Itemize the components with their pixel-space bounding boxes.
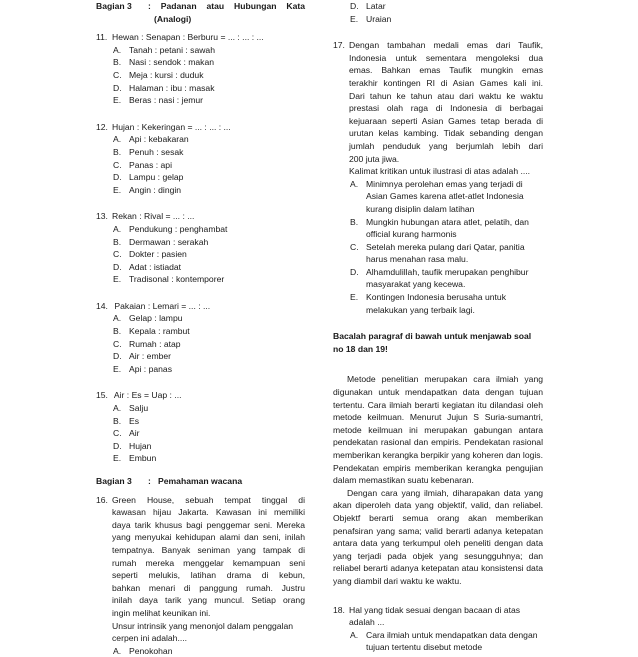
section-title: : Padanan atau Hubungan Kata [148,1,305,11]
option-letter: E. [350,13,359,24]
question-item [96,31,305,107]
option-text: Rumah : atap [129,338,181,349]
option-text: Dermawan : serakah [129,236,209,247]
question-passage [349,39,543,165]
option-text: Pendukung : penghambat [129,223,228,234]
option-text: Tradisonal : kontemporer [129,274,225,285]
option-letter: A. [113,134,122,145]
option-letter: E. [113,184,122,195]
option-letter: E. [113,95,122,106]
passage-line: Green House, sebuah tempat tinggal di [112,494,305,505]
option-text: Penokohan [129,645,173,656]
answer-option [96,350,305,363]
passage-line: urutan kelas kambing. Tidak sebanding dengan [349,128,543,139]
section-header-analogy [96,0,305,25]
passage-line: terakhir kontingen RI di Asian Games kali ini. [349,77,543,88]
option-text: Tanah : petani : sawah [129,44,215,55]
answer-option [333,629,543,654]
option-text: Kontingen Indonesia berusaha untuk melakukan yang terbaik lagi. [366,292,506,315]
passage-line: kejuaraan seperti Asian Games tetap berada di [349,115,543,126]
option-text: Minimnya perolehan emas yang terjadi di Asian Games karena atlet-atlet Indonesia kurang disiplin dalam latihan [366,178,524,214]
option-text: Hujan [129,440,152,451]
answer-option [96,440,305,453]
question-stem: Hal yang tidak sesuai dengan bacaan di atas adalah ... [349,604,521,628]
answer-option [96,82,305,95]
passage-line: Indonesia untuk sementara mengoleksi dua [349,52,543,63]
option-letter: C. [113,428,122,439]
passage-line: rumah mereka menggelar kemampuan seni [112,557,305,568]
option-text: Lampu : gelap [129,172,184,183]
passage-line: kawasan hijau Jakarta. Kawasan ini memiliki [112,507,305,518]
option-letter: A. [113,403,122,414]
passage-line: tempatnya. Banyak seniman yang tampak di [112,544,305,555]
answer-options [96,645,305,657]
option-text: Embun [129,453,157,464]
option-letter: B. [113,415,122,426]
option-text: Latar [366,1,386,11]
answer-option [96,248,305,261]
question-passage [112,494,305,620]
answer-option [96,338,305,351]
option-letter: A. [113,313,122,324]
option-text: Angin : dingin [129,184,182,195]
option-letter: B. [113,146,122,157]
option-text: Nasi : sendok : makan [129,57,215,68]
answer-option [96,452,305,465]
option-letter: D. [113,440,122,451]
answer-option [333,178,543,216]
option-text: Cara ilmiah untuk mendapatkan data dengan tujuan tertentu disebut metode [366,629,538,653]
option-text: Gelap : lampu [129,313,183,324]
option-text: Penuh : sesak [129,146,184,157]
passage-line: 200 juta jiwa. [349,153,400,164]
answer-option [96,159,305,172]
option-letter: B. [113,326,122,337]
question-number: 14. [96,300,108,311]
option-letter: E. [113,453,122,464]
question-header [96,121,305,134]
answer-option [333,216,543,241]
section-title-sub: (Analogi) [154,13,192,24]
answer-option [96,261,305,274]
question-18 [333,604,543,629]
option-text: Halaman : ibu : masak [129,82,215,93]
option-letter: D. [113,82,122,93]
question-header [96,210,305,223]
question-number: 16. [96,494,108,505]
option-text: Api : panas [129,363,172,374]
answer-option [333,291,543,316]
section-label: Bagian 3 [96,1,132,11]
question-number: 11. [96,32,108,43]
question-number: 13. [96,211,108,222]
answer-option [333,0,543,13]
right-column [333,0,543,654]
passage-paragraph: Dengan cara yang ilmiah, diharapakan data yang akan diperoleh data yang objektif, valid, dan reliabel. Objektf berarti semua orang akan memberikan penafsiran yang sama; valid berarti adanya ketepatan antara data yang terkumpul oleh peneliti dengan data yang terjadi pada objek yang sesungguhnya; dan reliabel berarti adanya ketepatan atau konsistensi data yang diambil dari waktu ke waktu. [333,487,543,586]
answer-option [96,273,305,286]
answer-option [333,13,543,26]
question-header [96,389,305,402]
option-letter: E. [113,363,122,374]
option-text: Meja : kursi : duduk [129,69,204,80]
passage-line: jumlah penduduk yang berjumlah lebih dari [349,140,543,151]
option-text: Air : ember [129,351,172,362]
answer-option [96,171,305,184]
answer-option [96,645,305,657]
question-number: 12. [96,121,108,132]
option-letter: E. [350,292,359,303]
section-title: : Pemahaman wacana [148,476,243,486]
option-text: Dokter : pasien [129,249,187,260]
section-header-reading [96,475,305,488]
passage-line: inilah daya tarik yang muncul. Setiap orang [112,595,305,606]
option-text: Kepala : rambut [129,326,190,337]
answer-option [96,236,305,249]
reading-passage [333,373,543,587]
question-stem: Hewan : Senapan : Berburu = ... : ... : ... [112,32,264,43]
answer-option [96,363,305,376]
option-letter: C. [113,69,122,80]
option-letter: A. [350,629,359,640]
option-letter: A. [350,178,359,189]
option-text: Mungkin hubungan atara atlet, pelatih, dan official kurang harmonis [366,216,529,240]
passage-line: daya tarik khusus bagi penggemar seni. Mereka [112,519,305,530]
question-stem: Hujan : Kekeringan = ... : ... : ... [112,121,231,132]
question-item [96,300,305,376]
question-item [96,210,305,286]
option-text: Es [129,415,140,426]
question-number: 15. [96,390,108,401]
left-column [96,0,305,657]
answer-option [96,402,305,415]
option-text: Adat : istiadat [129,261,182,272]
question-stem: Unsur intrinsik yang menonjol dalam penggalan cerpen ini adalah.... [112,620,294,644]
option-letter: A. [113,44,122,55]
passage-line: emas. Bahkan emas Taufik mungkin emas [349,65,543,76]
answer-option [333,241,543,266]
answer-option [96,146,305,159]
question-17 [333,39,543,178]
answer-options [333,629,543,654]
option-text: Beras : nasi : jemur [129,95,204,106]
answer-option [96,133,305,146]
option-text: Api : kebakaran [129,134,189,145]
option-letter: B. [113,236,122,247]
option-letter: C. [113,338,122,349]
question-stem: Pakaian : Lemari = ... : ... [112,300,211,311]
option-text: Salju [129,403,149,414]
answer-option [333,266,543,291]
option-letter: C. [113,249,122,260]
option-letter: B. [350,216,359,227]
passage-line: ingin melihat keunikan ini. [112,607,211,618]
option-letter: C. [113,159,122,170]
passage-line: Dengan tambahan medali emas dari Taufik, [349,40,543,51]
answer-option [96,69,305,82]
passage-line: seperti melukis, latihan drama di kebun, [112,570,305,581]
question-stem: Kalimat kritikan untuk ilustrasi di atas adalah .... [349,166,531,177]
option-letter: D. [350,1,359,11]
answer-options-continued [333,0,543,25]
option-text: Air [129,428,140,439]
question-stem: Air : Es = Uap : ... [112,390,182,401]
question-item [96,121,305,197]
answer-option [96,94,305,107]
option-letter: B. [113,57,122,68]
passage-line: bahkan menari di panggung rumah. Justru [112,582,305,593]
option-letter: D. [113,261,122,272]
passage-line: yang menyukai kehidupan alami dan seni, inilah [112,532,305,543]
option-letter: A. [113,223,122,234]
question-header [96,300,305,313]
option-letter: D. [113,351,122,362]
answer-option [96,44,305,57]
option-letter: C. [350,241,359,252]
option-text: Setelah mereka pulang dari Qatar, panitia harus menahan rasa malu. [366,241,525,265]
section-label: Bagian 3 [96,476,132,486]
option-text: Alhamdulillah, taufik merupakan penghibur masyarakat yang kecewa. [366,266,529,290]
answer-option [96,56,305,69]
analogy-question-list [96,31,305,465]
answer-option [96,427,305,440]
answer-option [96,415,305,428]
instruction-heading: Bacalah paragraf di bawah untuk menjawab soal no 18 dan 19! [333,331,532,354]
answer-option [96,325,305,338]
option-text: Panas : api [129,159,172,170]
question-16 [96,494,305,645]
question-number: 17. [333,40,345,51]
answer-option [96,223,305,236]
passage-line: prestasi olah raga di Indonesia di berbagai [349,103,543,114]
answer-option [96,312,305,325]
question-number: 18. [333,604,345,615]
option-text: Uraian [366,13,392,24]
passage-line: Dari tahun ke tahun atau dari waktu ke waktu [349,90,543,101]
option-letter: D. [350,266,359,277]
option-letter: A. [113,645,122,656]
question-item [96,389,305,465]
option-letter: E. [113,274,122,285]
passage-paragraph: Metode penelitian merupakan cara ilmiah yang digunakan untuk mendapatkan data dengan tujuan tertentu. Cara ilmiah berarti kegiatan itu dilandasi oleh metode keilmuan. Menurut Jujun S Suria-sumantri, metode keilmuan ini merupakan gabungan antara pendekatan rasional dan empiris. Pendekatan rasional memberikan kerangka berpikir yang koheren dan logis. Pendekatan empiris memberikan kerangka pengujian dalam memastikan suatu kebenaran. [333,374,543,486]
question-stem: Rekan : Rival = ... : ... [112,211,195,222]
answer-options [333,178,543,317]
option-letter: D. [113,172,122,183]
answer-option [96,184,305,197]
question-header [96,31,305,44]
